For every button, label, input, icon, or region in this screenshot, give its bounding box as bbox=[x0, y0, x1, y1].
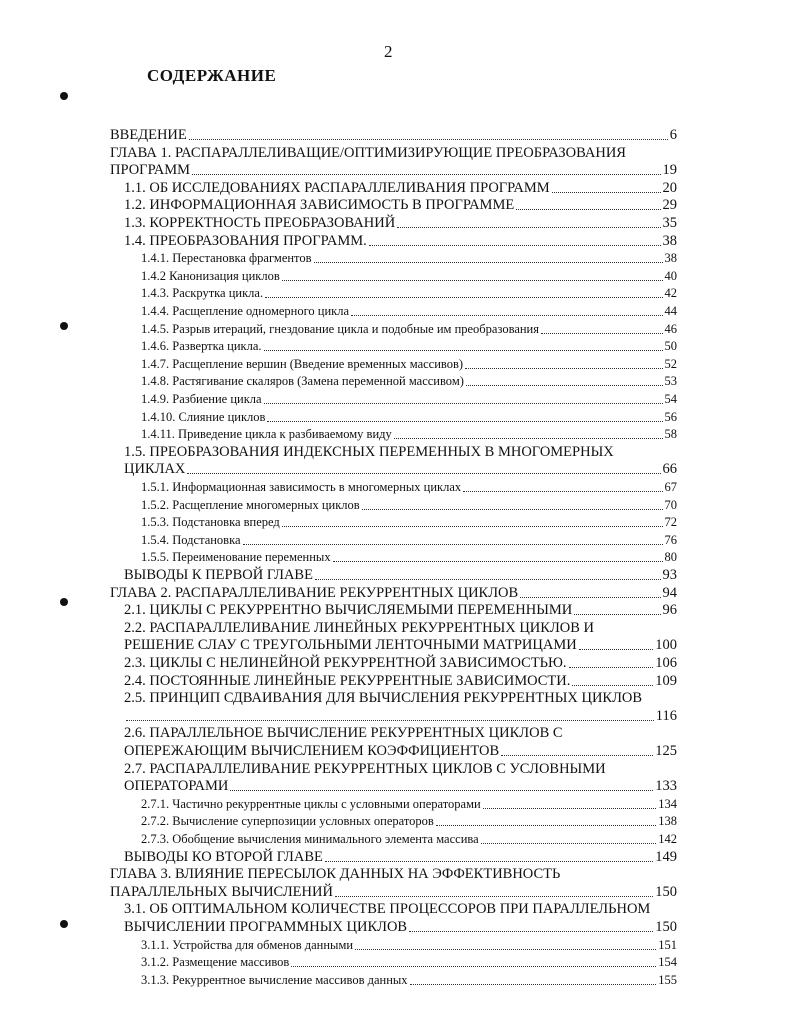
toc-page-number: 109 bbox=[655, 672, 677, 689]
toc-page-number: 20 bbox=[662, 179, 677, 196]
toc-entry-title: 2.1. ЦИКЛЫ С РЕКУРРЕНТНО ВЫЧИСЛЯЕМЫМИ ПЕРЕМЕННЫМИ bbox=[124, 602, 573, 619]
toc-entry bbox=[124, 180, 677, 197]
toc-entry-title: 2.5. ПРИНЦИП СДВАИВАНИЯ ДЛЯ ВЫЧИСЛЕНИЯ РЕКУРРЕНТНЫХ ЦИКЛОВ bbox=[124, 690, 643, 707]
dot-leader bbox=[436, 825, 656, 826]
dot-leader bbox=[282, 526, 663, 527]
toc-page-number: 106 bbox=[655, 655, 677, 671]
toc-entry-title: 1.4.4. Расщепление одномерного цикла bbox=[141, 304, 350, 318]
toc-entry bbox=[141, 796, 677, 813]
toc-entry bbox=[141, 356, 677, 373]
dot-leader bbox=[315, 579, 661, 580]
toc-entry-title: РЕШЕНИЕ СЛАУ С ТРЕУГОЛЬНЫМИ ЛЕНТОЧНЫМИ МАТРИЦАМИ bbox=[124, 637, 577, 654]
toc-entry-title: ГЛАВА 1. РАСПАРАЛЛЕЛИВАЩИЕ/ОПТИМИЗИРУЮЩИЕ ПРЕОБРАЗОВАНИЯ bbox=[110, 144, 626, 161]
toc-entry bbox=[141, 937, 677, 954]
toc-page-number: 50 bbox=[664, 339, 677, 354]
toc-entry bbox=[141, 813, 677, 830]
toc-entry-title: 1.4.9. Разбиение цикла bbox=[141, 392, 262, 406]
dot-leader bbox=[267, 421, 662, 422]
dot-leader bbox=[572, 685, 653, 686]
toc-entry bbox=[124, 197, 677, 214]
toc-entry-title: 1.4.1. Перестановка фрагментов bbox=[141, 251, 312, 266]
toc-entry bbox=[141, 549, 677, 566]
toc-entry-title: 3.1. ОБ ОПТИМАЛЬНОМ КОЛИЧЕСТВЕ ПРОЦЕССОРОВ ПРИ ПАРАЛЛЕЛЬНОМ bbox=[124, 901, 651, 918]
toc-entry bbox=[110, 585, 677, 602]
toc-entry-title: ГЛАВА 2. РАСПАРАЛЛЕЛИВАНИЕ РЕКУРРЕНТНЫХ ЦИКЛОВ bbox=[110, 584, 519, 601]
toc-page-number: 67 bbox=[664, 480, 677, 494]
toc-entry-title: 1.5.3. Подстановка вперед bbox=[141, 515, 280, 530]
toc-entry-title: 2.7.1. Частично рекуррентные циклы с условными операторами bbox=[141, 796, 481, 811]
toc-page-number: 116 bbox=[655, 707, 677, 724]
dot-leader bbox=[189, 139, 668, 140]
toc-page-number: 6 bbox=[669, 127, 677, 143]
toc-entry bbox=[141, 514, 677, 531]
toc-entry-title: ОПЕРЕЖАЮЩИМ ВЫЧИСЛЕНИЕМ КОЭФФИЦИЕНТОВ bbox=[124, 743, 500, 759]
toc-page-number: 76 bbox=[664, 532, 677, 547]
toc-page-number: 150 bbox=[655, 883, 677, 900]
toc-entry bbox=[124, 461, 677, 478]
dot-leader bbox=[291, 966, 656, 967]
dot-leader bbox=[409, 931, 653, 932]
dot-leader bbox=[481, 843, 657, 844]
toc-entry bbox=[124, 602, 677, 619]
toc-entry-title: ВЫЧИСЛЕНИИ ПРОГРАММНЫХ ЦИКЛОВ bbox=[124, 919, 408, 935]
toc-entry-title: 2.3. ЦИКЛЫ С НЕЛИНЕЙНОЙ РЕКУРРЕНТНОЙ ЗАВИСИМОСТЬЮ. bbox=[124, 655, 567, 671]
dot-leader bbox=[325, 861, 653, 862]
toc-page-number: 58 bbox=[664, 427, 677, 442]
toc-page-number: 52 bbox=[664, 356, 677, 371]
dot-leader bbox=[264, 403, 663, 404]
dot-leader bbox=[520, 597, 660, 598]
toc-page-number: 56 bbox=[664, 409, 677, 424]
toc-entry-title: 1.2. ИНФОРМАЦИОННАЯ ЗАВИСИМОСТЬ В ПРОГРАММЕ bbox=[124, 197, 515, 214]
dot-leader bbox=[333, 561, 663, 562]
toc-page-number: 66 bbox=[662, 461, 677, 478]
toc-entry bbox=[141, 250, 677, 267]
toc-entry-title: 1.3. КОРРЕКТНОСТЬ ПРЕОБРАЗОВАНИЙ bbox=[124, 215, 396, 231]
punch-hole-mark bbox=[60, 92, 68, 100]
toc-entry bbox=[141, 532, 677, 549]
toc-entry-title: 1.4.5. Разрыв итераций, гнездование цикла и подобные им преобразования bbox=[141, 321, 539, 336]
toc-entry-title: 1.5. ПРЕОБРАЗОВАНИЯ ИНДЕКСНЫХ ПЕРЕМЕННЫХ В МНОГОМЕРНЫХ bbox=[124, 443, 614, 460]
toc-entry bbox=[141, 338, 677, 355]
toc-page-number: 150 bbox=[655, 919, 677, 935]
toc-entry bbox=[124, 708, 677, 725]
dot-leader bbox=[243, 544, 663, 545]
toc-entry-title: 2.7.2. Вычисление суперпозиции условных операторов bbox=[141, 814, 434, 829]
toc-page-number: 29 bbox=[662, 197, 677, 214]
punch-hole-mark bbox=[60, 322, 68, 330]
toc-entry bbox=[110, 884, 677, 901]
toc-entry-title: 2.4. ПОСТОЯННЫЕ ЛИНЕЙНЫЕ РЕКУРРЕНТНЫЕ ЗАВИСИМОСТИ. bbox=[124, 672, 571, 689]
toc-entry-title: 1.5.2. Расщепление многомерных циклов bbox=[141, 497, 360, 512]
dot-leader bbox=[397, 227, 660, 228]
toc-entry bbox=[124, 673, 677, 690]
dot-leader bbox=[187, 473, 660, 474]
toc-entry-title: 2.7.3. Обобщение вычисления минимального элемента массива bbox=[141, 832, 479, 846]
toc-page-number: 100 bbox=[655, 637, 677, 654]
toc-page-number: 93 bbox=[662, 567, 677, 583]
toc-entry-title: ЦИКЛАХ bbox=[124, 461, 186, 478]
toc-entry-title: 3.1.1. Устройства для обменов данными bbox=[141, 937, 354, 952]
toc-page-number: 42 bbox=[664, 286, 677, 301]
dot-leader bbox=[410, 984, 657, 985]
toc-entry-title: 1.4. ПРЕОБРАЗОВАНИЯ ПРОГРАММ. bbox=[124, 232, 367, 249]
dot-leader bbox=[355, 949, 656, 950]
toc-entry-title: 1.4.7. Расщепление вершин (Введение временных массивов) bbox=[141, 356, 464, 371]
toc-page-number: 44 bbox=[664, 304, 677, 318]
toc-page-number: 46 bbox=[664, 321, 677, 336]
toc-entry-title: 1.4.6. Развертка цикла. bbox=[141, 339, 262, 354]
toc-entry bbox=[141, 972, 677, 989]
toc-entry-title: 1.5.1. Информационная зависимость в многомерных циклах bbox=[141, 480, 462, 494]
toc-page-number: 40 bbox=[664, 268, 677, 283]
toc-page-number: 94 bbox=[662, 584, 677, 601]
dot-leader bbox=[230, 790, 653, 791]
toc-entry bbox=[110, 127, 677, 144]
dot-leader bbox=[351, 315, 662, 316]
dot-leader bbox=[501, 755, 653, 756]
toc-entry bbox=[141, 426, 677, 443]
toc-entry bbox=[124, 233, 677, 250]
page-title: СОДЕРЖАНИЕ bbox=[147, 66, 277, 85]
toc-entry bbox=[124, 655, 677, 672]
toc-page-number: 133 bbox=[655, 778, 677, 795]
toc-page-number: 149 bbox=[655, 848, 677, 865]
toc-entry-title: 1.5.4. Подстановка bbox=[141, 532, 241, 547]
toc-entry-title: 1.4.10. Слияние циклов bbox=[141, 409, 266, 424]
toc-entry bbox=[141, 954, 677, 971]
toc-entry bbox=[141, 268, 677, 285]
dot-leader bbox=[265, 297, 662, 298]
toc-entry bbox=[141, 303, 677, 320]
dot-leader bbox=[516, 209, 660, 210]
toc-entry-title: 2.6. ПАРАЛЛЕЛЬНОЕ ВЫЧИСЛЕНИЕ РЕКУРРЕНТНЫХ ЦИКЛОВ С bbox=[124, 725, 563, 742]
toc-entry bbox=[141, 409, 677, 426]
toc-entry-title: 1.4.3. Раскрутка цикла. bbox=[141, 286, 264, 301]
page-number: 2 bbox=[384, 42, 393, 61]
dot-leader bbox=[335, 896, 653, 897]
punch-hole-mark bbox=[60, 920, 68, 928]
toc-entry-title: 1.5.5. Переименование переменных bbox=[141, 550, 331, 565]
toc-entry bbox=[141, 285, 677, 302]
toc-entry-title: ВЫВОДЫ К ПЕРВОЙ ГЛАВЕ bbox=[124, 567, 313, 583]
toc-entry bbox=[141, 321, 677, 338]
toc-entry-title: 1.4.11. Приведение цикла к разбиваемому виду bbox=[141, 427, 392, 442]
dot-leader bbox=[369, 245, 661, 246]
toc-entry-title: ВВЕДЕНИЕ bbox=[110, 127, 187, 143]
toc-entry-title: 1.4.2 Канонизация циклов bbox=[141, 268, 280, 283]
dot-leader bbox=[314, 262, 663, 263]
dot-leader bbox=[569, 667, 654, 668]
dot-leader bbox=[192, 174, 660, 175]
toc-entry-title: ОПЕРАТОРАМИ bbox=[124, 778, 229, 795]
toc-page-number: 19 bbox=[662, 162, 677, 179]
toc-entry bbox=[124, 567, 677, 584]
toc-page-number: 72 bbox=[664, 515, 677, 530]
toc-page-number: 35 bbox=[662, 215, 677, 231]
toc-entry-title: 2.7. РАСПАРАЛЛЕЛИВАНИЕ РЕКУРРЕНТНЫХ ЦИКЛОВ С УСЛОВНЫМИ bbox=[124, 760, 606, 777]
dot-leader bbox=[264, 350, 663, 351]
toc-entry bbox=[141, 497, 677, 514]
toc-entry-title: 2.2. РАСПАРАЛЛЕЛИВАНИЕ ЛИНЕЙНЫХ РЕКУРРЕНТНЫХ ЦИКЛОВ И bbox=[124, 619, 595, 636]
toc-page-number: 53 bbox=[664, 374, 677, 389]
toc-entry-title: ВЫВОДЫ КО ВТОРОЙ ГЛАВЕ bbox=[124, 848, 323, 865]
dot-leader bbox=[362, 509, 663, 510]
toc-page-number: 142 bbox=[658, 832, 677, 846]
dot-leader bbox=[579, 649, 654, 650]
dot-leader bbox=[466, 385, 663, 386]
toc-page-number: 154 bbox=[658, 955, 677, 970]
toc-entry bbox=[141, 373, 677, 390]
toc-entry bbox=[124, 743, 677, 760]
toc-page-number: 138 bbox=[658, 814, 677, 829]
toc-entry bbox=[124, 849, 677, 866]
toc-entry-title: 3.1.2. Размещение массивов bbox=[141, 955, 290, 970]
toc-page-number: 151 bbox=[658, 937, 677, 952]
punch-hole-mark bbox=[60, 598, 68, 606]
toc-entry bbox=[141, 391, 677, 408]
dot-leader bbox=[394, 438, 663, 439]
toc-entry bbox=[141, 479, 677, 496]
dot-leader bbox=[552, 192, 661, 193]
dot-leader bbox=[483, 808, 657, 809]
toc-entry-title: ГЛАВА 3. ВЛИЯНИЕ ПЕРЕСЫЛОК ДАННЫХ НА ЭФФЕКТИВНОСТЬ bbox=[110, 866, 561, 883]
toc-page-number: 38 bbox=[664, 251, 677, 266]
toc-entry bbox=[124, 778, 677, 795]
toc-page-number: 125 bbox=[655, 743, 677, 759]
dot-leader bbox=[126, 720, 654, 721]
toc-entry-title: ПАРАЛЛЕЛЬНЫХ ВЫЧИСЛЕНИЙ bbox=[110, 883, 333, 900]
toc-page-number: 80 bbox=[664, 550, 677, 565]
toc-entry bbox=[124, 637, 677, 654]
toc-entry-title: 1.1. ОБ ИССЛЕДОВАНИЯХ РАСПАРАЛЛЕЛИВАНИЯ ПРОГРАММ bbox=[124, 179, 550, 196]
dot-leader bbox=[282, 280, 663, 281]
toc-entry bbox=[141, 831, 677, 848]
toc-page-number: 70 bbox=[664, 497, 677, 512]
toc-entry-title: 3.1.3. Рекуррентное вычисление массивов данных bbox=[141, 972, 408, 987]
toc-page-number: 38 bbox=[662, 232, 677, 249]
toc-entry-title: 1.4.8. Растягивание скаляров (Замена переменной массивом) bbox=[141, 374, 464, 389]
dot-leader bbox=[465, 368, 662, 369]
toc-entry bbox=[110, 162, 677, 179]
toc-page-number: 134 bbox=[658, 796, 677, 811]
toc-page-number: 96 bbox=[662, 602, 677, 619]
toc-entry-title: ПРОГРАММ bbox=[110, 162, 191, 179]
dot-leader bbox=[541, 333, 663, 334]
dot-leader bbox=[574, 614, 660, 615]
dot-leader bbox=[463, 491, 662, 492]
toc-entry bbox=[124, 919, 677, 936]
toc-entry bbox=[124, 215, 677, 232]
toc-page-number: 54 bbox=[664, 392, 677, 406]
toc-page-number: 155 bbox=[658, 972, 677, 987]
